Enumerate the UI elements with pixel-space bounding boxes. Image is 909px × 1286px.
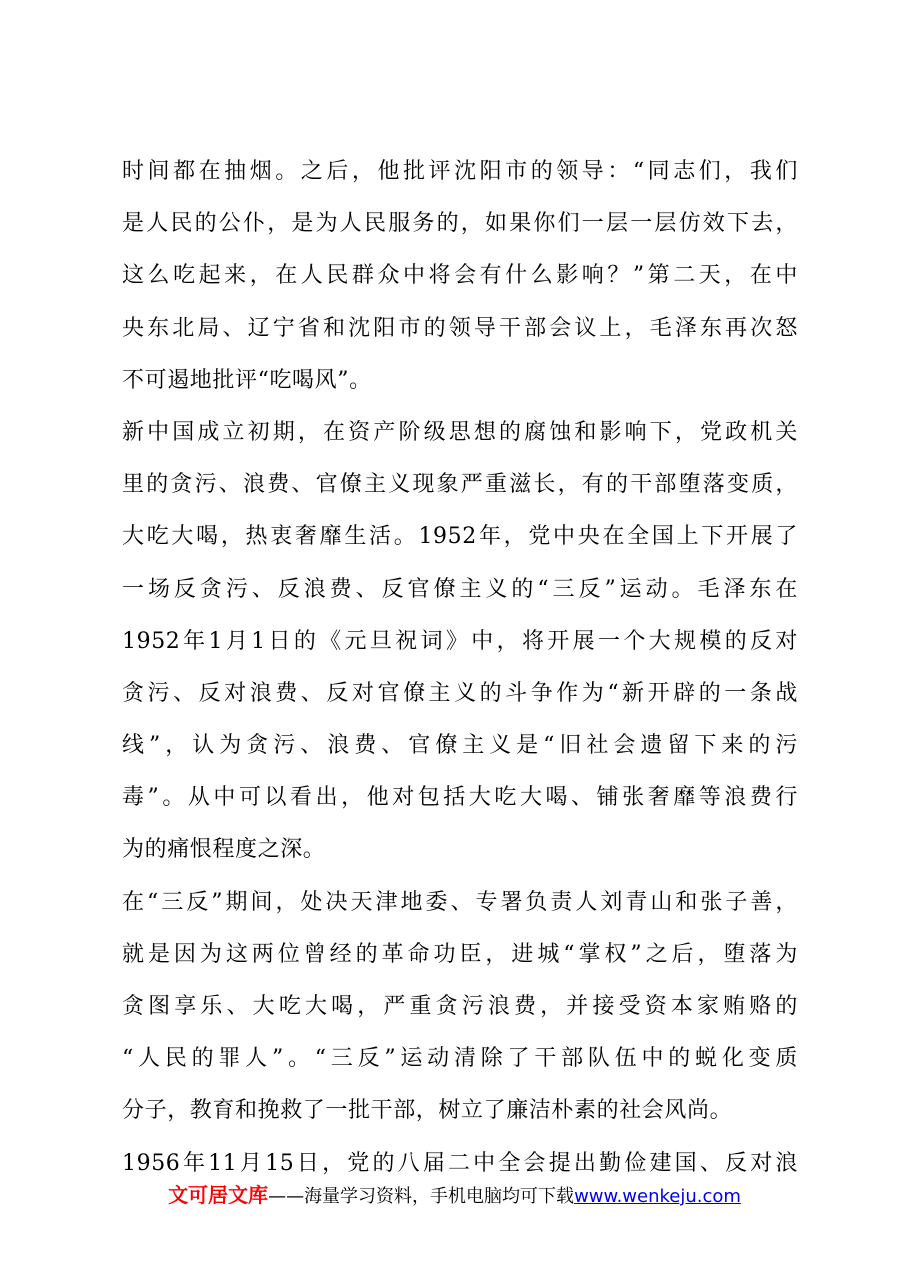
text-line: 在“三反”期间，处决天津地委、专署负责人刘青山和张子善， [122, 889, 798, 915]
document-body [122, 146, 798, 1190]
text-line: 时间都在抽烟。之后，他批评沈阳市的领导：“同志们，我们 [122, 159, 798, 184]
text-line: 为的痛恨程度之深。 [122, 837, 326, 863]
footer-link[interactable]: www.wenkeju.com [574, 1186, 741, 1207]
text-line: 央东北局、辽宁省和沈阳市的领导干部会议上，毛泽东再次怒 [122, 315, 798, 341]
text-line: 新中国成立初期，在资产阶级思想的腐蚀和影响下，党政机关 [122, 419, 798, 445]
text-line: “人民的罪人”。“三反”运动清除了干部队伍中的蜕化变质 [122, 1046, 798, 1072]
text-line: 分子，教育和挽救了一批干部，树立了廉洁朴素的社会风尚。 [122, 1098, 733, 1124]
text-line: 1952年1月1日的《元旦祝词》中，将开展一个大规模的反对 [122, 628, 798, 654]
text-line: 贪图享乐、大吃大喝，严重贪污浪费，并接受资本家贿赂的 [122, 994, 798, 1019]
text-line: 不可遏地批评“吃喝风”。 [122, 367, 372, 393]
text-line: 1956年11月15日，党的八届二中全会提出勤俭建国、反对浪 [122, 1150, 798, 1176]
text-line: 贪污、反对浪费、反对官僚主义的斗争作为“新开辟的一条战 [122, 680, 798, 706]
text-line: 里的贪污、浪费、官僚主义现象严重滋长，有的干部堕落变质， [122, 472, 798, 498]
footer-brand: 文可居文库 [168, 1183, 269, 1207]
text-line: 线”，认为贪污、浪费、官僚主义是“旧社会遗留下来的污 [122, 733, 798, 759]
text-line: 毒”。从中可以看出，他对包括大吃大喝、铺张奢靡等浪费行 [122, 785, 798, 811]
text-line: 这么吃起来，在人民群众中将会有什么影响？”第二天，在中 [122, 263, 798, 289]
text-line: 一场反贪污、反浪费、反官僚主义的“三反”运动。毛泽东在 [122, 576, 798, 602]
footer-banner [0, 1180, 909, 1212]
text-line: 就是因为这两位曾经的革命功臣，进城“掌权”之后，堕落为 [122, 941, 798, 967]
text-line: 是人民的公仆，是为人民服务的，如果你们一层一层仿效下去， [122, 211, 798, 237]
footer-slogan: ——海量学习资料，手机电脑均可下载 [268, 1186, 575, 1207]
text-line: 大吃大喝，热衷奢靡生活。1952年，党中央在全国上下开展了 [122, 524, 798, 550]
